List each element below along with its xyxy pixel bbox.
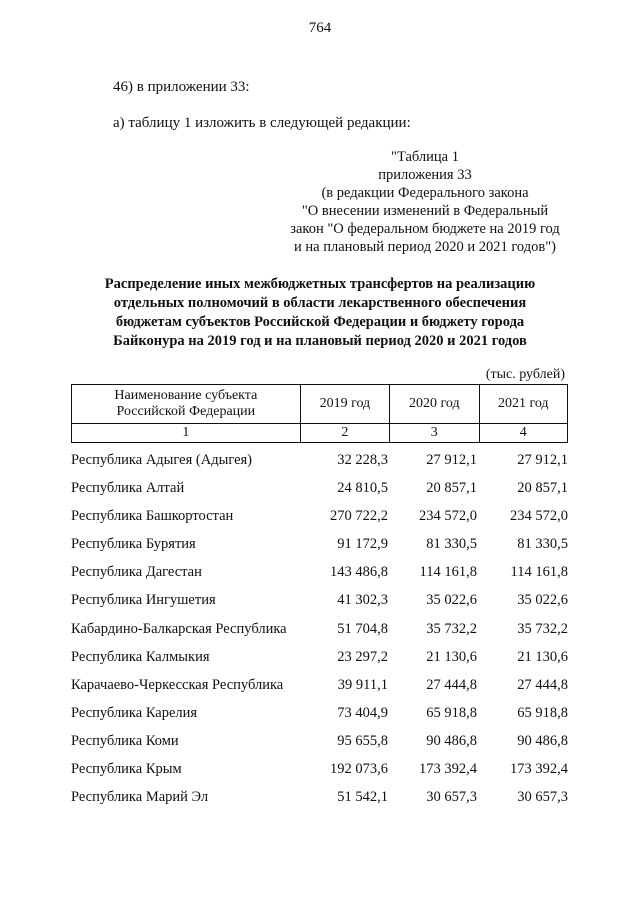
- value-2019: 23 297,2: [337, 648, 388, 665]
- value-2020: 234 572,0: [419, 508, 477, 525]
- table-row: [71, 705, 568, 733]
- header-subject-name: [72, 385, 301, 424]
- header-subject-name-line: Российской Федерации: [116, 404, 256, 419]
- attachment-note-line: приложения 33: [378, 167, 472, 183]
- value-2020: 27 444,8: [426, 676, 477, 693]
- table-row: [71, 480, 568, 508]
- value-2019: 24 810,5: [337, 480, 388, 497]
- value-2019: 143 486,8: [330, 564, 388, 581]
- value-2021: 21 130,6: [517, 648, 568, 665]
- table-body: [71, 452, 568, 817]
- value-2021: 30 657,3: [517, 789, 568, 806]
- table-heading: [70, 275, 570, 351]
- table-row: [71, 677, 568, 705]
- value-2020: 21 130,6: [426, 648, 477, 665]
- value-2021: 173 392,4: [510, 761, 568, 778]
- column-number: 4: [479, 424, 567, 443]
- value-2020: 114 161,8: [419, 564, 477, 581]
- column-number: 1: [72, 424, 301, 443]
- subject-name: Кабардино-Балкарская Республика: [71, 620, 287, 637]
- table-row: [71, 621, 568, 649]
- table-row: [71, 508, 568, 536]
- subject-name: Республика Марий Эл: [71, 789, 209, 806]
- table-row: [71, 761, 568, 789]
- subject-name: Республика Карелия: [71, 704, 198, 721]
- subject-name: Республика Коми: [71, 732, 179, 749]
- value-2020: 81 330,5: [426, 536, 477, 553]
- attachment-note-line: закон "О федеральном бюджете на 2019 год: [290, 221, 560, 237]
- heading-line: Байконура на 2019 год и на плановый период 2020 и 2021 годов: [113, 333, 527, 349]
- column-number: 2: [300, 424, 389, 443]
- value-2021: 20 857,1: [517, 480, 568, 497]
- heading-line: отдельных полномочий в области лекарственного обеспечения: [113, 295, 527, 311]
- value-2019: 51 542,1: [337, 789, 388, 806]
- value-2019: 41 302,3: [337, 592, 388, 609]
- value-2020: 30 657,3: [426, 789, 477, 806]
- value-2020: 65 918,8: [426, 704, 477, 721]
- value-2020: 35 732,2: [426, 620, 477, 637]
- value-2020: 20 857,1: [426, 480, 477, 497]
- table-row: [71, 649, 568, 677]
- paragraph-subitem-a: а) таблицу 1 изложить в следующей редакции:: [113, 115, 411, 131]
- value-2021: 35 732,2: [517, 620, 568, 637]
- header-year-2019: 2019 год: [300, 385, 389, 424]
- value-2021: 35 022,6: [517, 592, 568, 609]
- value-2021: 65 918,8: [517, 704, 568, 721]
- heading-line: Распределение иных межбюджетных трансфертов на реализацию: [104, 276, 536, 292]
- subject-name: Республика Бурятия: [71, 536, 196, 553]
- attachment-note: [240, 148, 610, 256]
- table-header: [71, 384, 568, 443]
- value-2021: 114 161,8: [510, 564, 568, 581]
- heading-line: бюджетам субъектов Российской Федерации и бюджету города: [115, 314, 525, 330]
- subject-name: Республика Адыгея (Адыгея): [71, 452, 253, 468]
- table-row: [71, 564, 568, 592]
- table-row: [71, 452, 568, 480]
- attachment-note-line: и на плановый период 2020 и 2021 годов"): [294, 239, 556, 255]
- subject-name: Республика Алтай: [71, 480, 185, 497]
- table-row: [71, 536, 568, 564]
- value-2019: 73 404,9: [337, 704, 388, 721]
- table-row: [71, 789, 568, 817]
- value-2019: 270 722,2: [330, 508, 388, 525]
- subject-name: Республика Калмыкия: [71, 648, 210, 665]
- value-2019: 39 911,1: [337, 676, 388, 693]
- attachment-note-line: (в редакции Федерального закона: [321, 185, 529, 201]
- page-number: 764: [308, 20, 332, 36]
- value-2021: 27 912,1: [517, 452, 568, 468]
- value-2020: 90 486,8: [426, 732, 477, 749]
- subject-name: Республика Дагестан: [71, 564, 202, 581]
- value-2020: 35 022,6: [426, 592, 477, 609]
- value-2019: 91 172,9: [337, 536, 388, 553]
- column-number: 3: [390, 424, 479, 443]
- attachment-note-line: "Таблица 1: [391, 149, 459, 165]
- value-2020: 27 912,1: [426, 452, 477, 468]
- attachment-note-line: "О внесении изменений в Федеральный: [301, 203, 549, 219]
- table-row: [71, 733, 568, 761]
- subject-name: Республика Крым: [71, 761, 182, 778]
- value-2020: 173 392,4: [419, 761, 477, 778]
- value-2021: 90 486,8: [517, 732, 568, 749]
- value-2021: 81 330,5: [517, 536, 568, 553]
- subject-name: Республика Ингушетия: [71, 592, 216, 609]
- table-row: [71, 592, 568, 620]
- units-label: (тыс. рублей): [485, 367, 565, 382]
- value-2019: 192 073,6: [330, 761, 388, 778]
- value-2021: 234 572,0: [510, 508, 568, 525]
- header-year-2020: 2020 год: [390, 385, 479, 424]
- value-2019: 32 228,3: [337, 452, 388, 468]
- header-subject-name-line: Наименование субъекта: [114, 388, 258, 403]
- subject-name: Карачаево-Черкесская Республика: [71, 676, 284, 693]
- paragraph-item-46: 46) в приложении 33:: [113, 79, 250, 95]
- value-2019: 51 704,8: [337, 620, 388, 637]
- value-2019: 95 655,8: [337, 732, 388, 749]
- subject-name: Республика Башкортостан: [71, 508, 234, 525]
- value-2021: 27 444,8: [517, 676, 568, 693]
- header-year-2021: 2021 год: [479, 385, 567, 424]
